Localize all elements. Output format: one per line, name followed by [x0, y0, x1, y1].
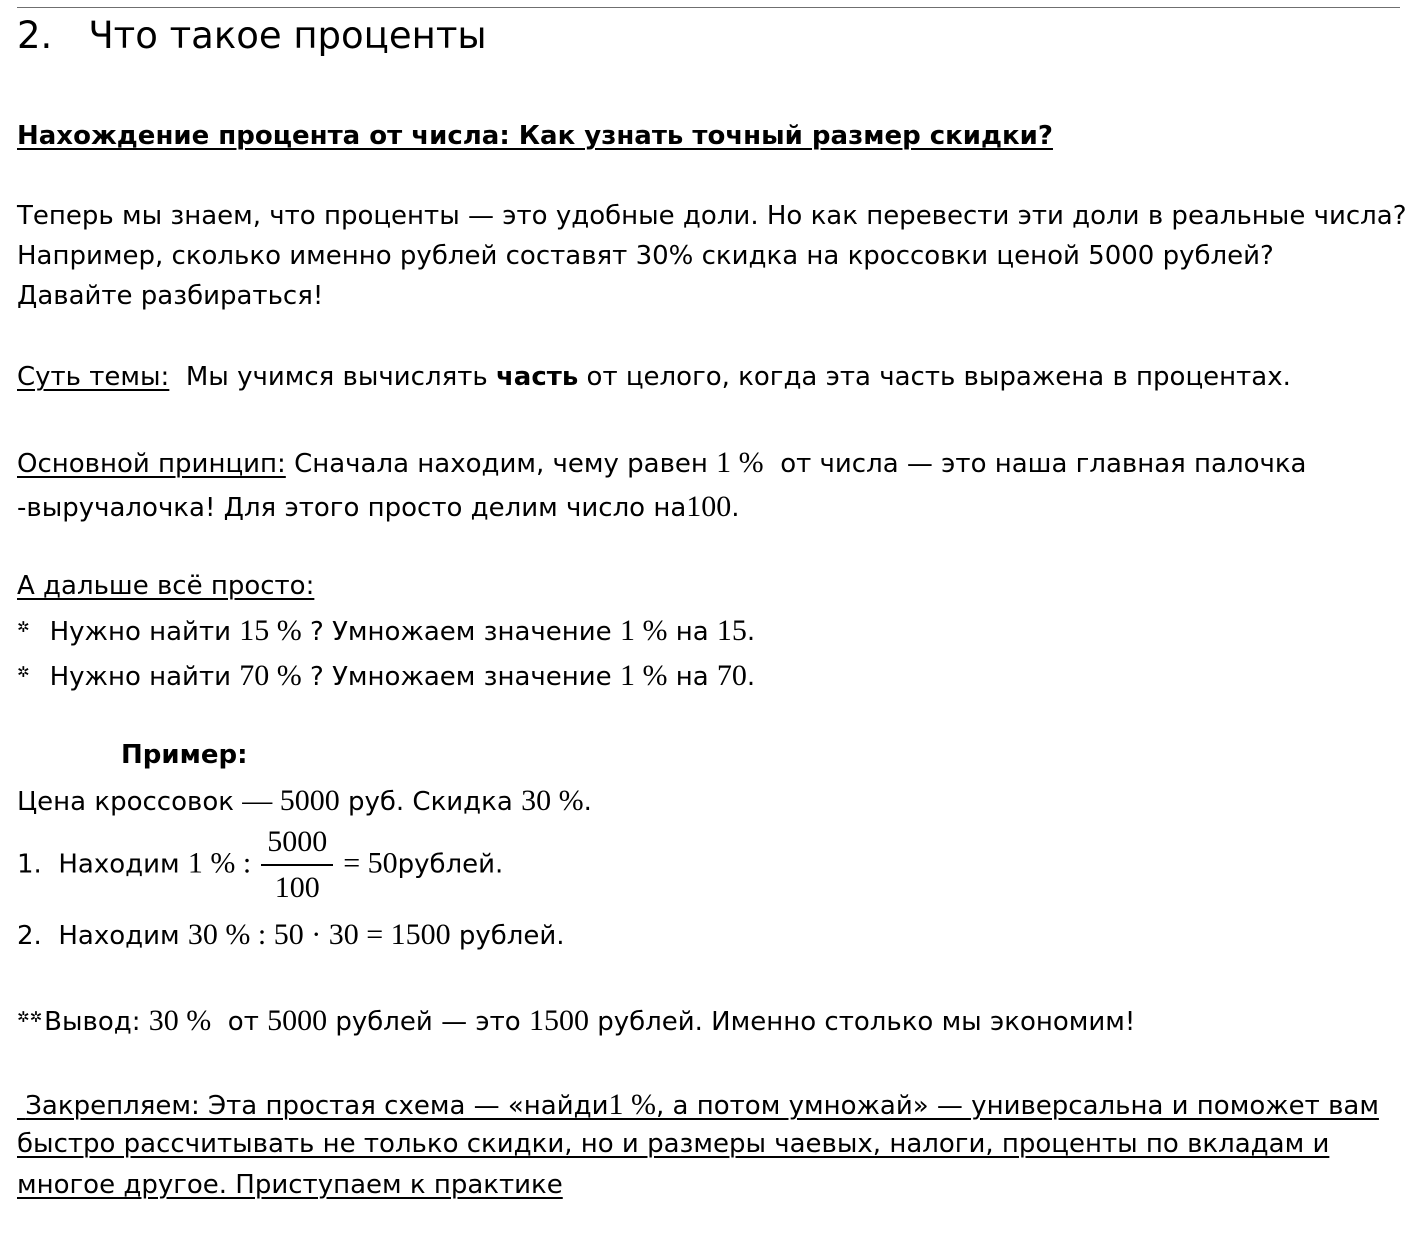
- conclusion-line: ✲✲Вывод: 30 % от 5000 рублей — это 1500 рублей. Именно столько мы экономим!: [17, 1004, 1136, 1037]
- section-heading: [17, 14, 487, 58]
- list-item: ✲ Нужно найти 15 % ? Умножаем значение 1 % на 15.: [17, 614, 756, 647]
- example-price-line: Цена кроссовок — 5000 руб. Скидка 30 %.: [17, 784, 592, 817]
- summary-line-2: быстро рассчитывать не только скидки, но и размеры чаевых, налоги, проценты по вкладам и: [17, 1129, 1330, 1159]
- double-bullet-icon: ✲✲: [17, 1008, 43, 1026]
- conclusion-label: Вывод:: [44, 1007, 141, 1037]
- summary-line-1: Закрепляем: Эта простая схема — «найди1 %, а потом умножай» — универсальна и поможет вам: [25, 1088, 1379, 1121]
- intro-line-3: Давайте разбираться!: [17, 281, 324, 311]
- intro-line-1: Теперь мы знаем, что проценты — это удобные доли. Но как перевести эти доли в реальные числа?: [17, 201, 1407, 231]
- top-divider: [17, 7, 1400, 8]
- example-heading: Пример:: [121, 740, 248, 770]
- essence-line: Суть темы: Мы учимся вычислять часть от целого, когда эта часть выражена в процентах.: [17, 362, 1291, 392]
- principle-line-1: Основной принцип: Сначала находим, чему равен 1 % от числа — это наша главная палочка: [17, 446, 1307, 479]
- essence-bold: часть: [495, 362, 579, 392]
- intro-line-2: Например, сколько именно рублей составят 30% скидка на кроссовки ценой 5000 рублей?: [17, 241, 1274, 271]
- bullet-icon: ✲: [17, 663, 30, 681]
- fraction-numerator: 5000: [261, 824, 333, 866]
- section-title: Что такое проценты: [88, 14, 487, 57]
- section-number: 2.: [17, 14, 53, 57]
- subtitle: Нахождение процента от числа: Как узнать точный размер скидки?: [17, 121, 1053, 151]
- principle-line-2: -выручалочка! Для этого просто делим число на100.: [17, 490, 740, 523]
- example-step-2: 2. Находим 30 % : 50 · 30 = 1500 рублей.: [17, 918, 565, 951]
- simple-label: А дальше всё просто:: [17, 571, 315, 601]
- example-step-1: 1. Находим 1 % : $\frac{5000}{100}$ = 50рублей.: [17, 825, 504, 904]
- fraction: [261, 824, 333, 906]
- bullet-icon: ✲: [17, 618, 30, 636]
- summary-line-3: многое другое. Приступаем к практике: [17, 1170, 563, 1200]
- fraction-denominator: 100: [274, 871, 320, 904]
- principle-label: Основной принцип:: [17, 449, 286, 479]
- list-item: ✲ Нужно найти 70 % ? Умножаем значение 1 % на 70.: [17, 659, 756, 692]
- essence-label: Суть темы:: [17, 362, 170, 392]
